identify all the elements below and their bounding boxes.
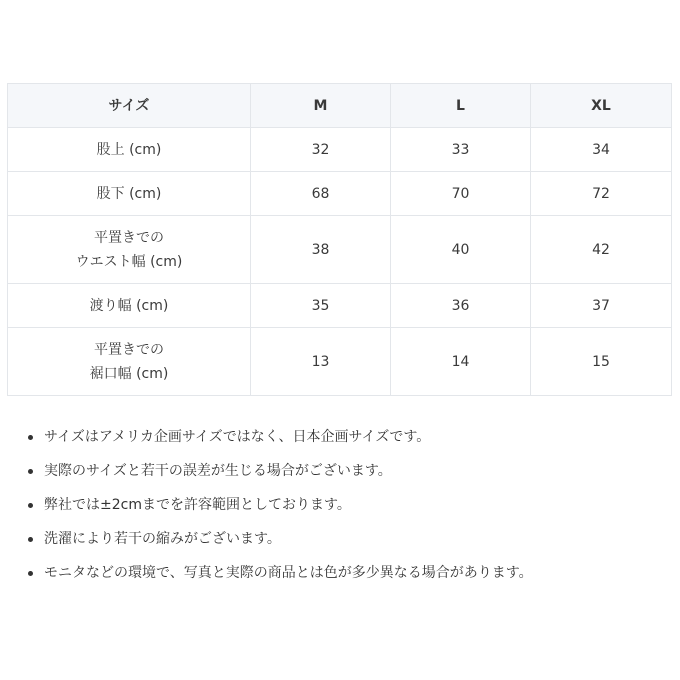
table-cell: 70 bbox=[391, 172, 531, 216]
table-row bbox=[8, 328, 672, 396]
row-label-rise: 股上 (cm) bbox=[8, 128, 251, 172]
list-item: 実際のサイズと若干の誤差が生じる場合がございます。 bbox=[24, 460, 533, 494]
header-size: サイズ bbox=[8, 84, 251, 128]
table-cell: 32 bbox=[251, 128, 391, 172]
bullet-icon bbox=[28, 571, 33, 576]
table-header-row bbox=[8, 84, 672, 128]
table-cell: 13 bbox=[251, 328, 391, 396]
table-cell: 33 bbox=[391, 128, 531, 172]
notes-list bbox=[24, 426, 533, 596]
list-item: 弊社では±2cmまでを許容範囲としております。 bbox=[24, 494, 533, 528]
list-item: モニタなどの環境で、写真と実際の商品とは色が多少異なる場合があります。 bbox=[24, 562, 533, 596]
row-label-inseam: 股下 (cm) bbox=[8, 172, 251, 216]
table-cell: 34 bbox=[531, 128, 672, 172]
table-row bbox=[8, 284, 672, 328]
table-cell: 68 bbox=[251, 172, 391, 216]
bullet-icon bbox=[28, 435, 33, 440]
list-item: 洗濯により若干の縮みがございます。 bbox=[24, 528, 533, 562]
header-l: L bbox=[391, 84, 531, 128]
size-chart-table bbox=[7, 83, 672, 396]
bullet-icon bbox=[28, 469, 33, 474]
row-label-hem: 平置きでの 裾口幅 (cm) bbox=[8, 328, 251, 396]
table-row bbox=[8, 216, 672, 284]
bullet-icon bbox=[28, 537, 33, 542]
table-row bbox=[8, 172, 672, 216]
table-cell: 38 bbox=[251, 216, 391, 284]
table-cell: 37 bbox=[531, 284, 672, 328]
table-cell: 72 bbox=[531, 172, 672, 216]
table-cell: 36 bbox=[391, 284, 531, 328]
bullet-icon bbox=[28, 503, 33, 508]
table-row bbox=[8, 128, 672, 172]
table-cell: 14 bbox=[391, 328, 531, 396]
table-cell: 35 bbox=[251, 284, 391, 328]
row-label-thigh: 渡り幅 (cm) bbox=[8, 284, 251, 328]
table-cell: 42 bbox=[531, 216, 672, 284]
table-cell: 40 bbox=[391, 216, 531, 284]
header-xl: XL bbox=[531, 84, 672, 128]
list-item: サイズはアメリカ企画サイズではなく、日本企画サイズです。 bbox=[24, 426, 533, 460]
table-cell: 15 bbox=[531, 328, 672, 396]
row-label-waist: 平置きでの ウエスト幅 (cm) bbox=[8, 216, 251, 284]
header-m: M bbox=[251, 84, 391, 128]
